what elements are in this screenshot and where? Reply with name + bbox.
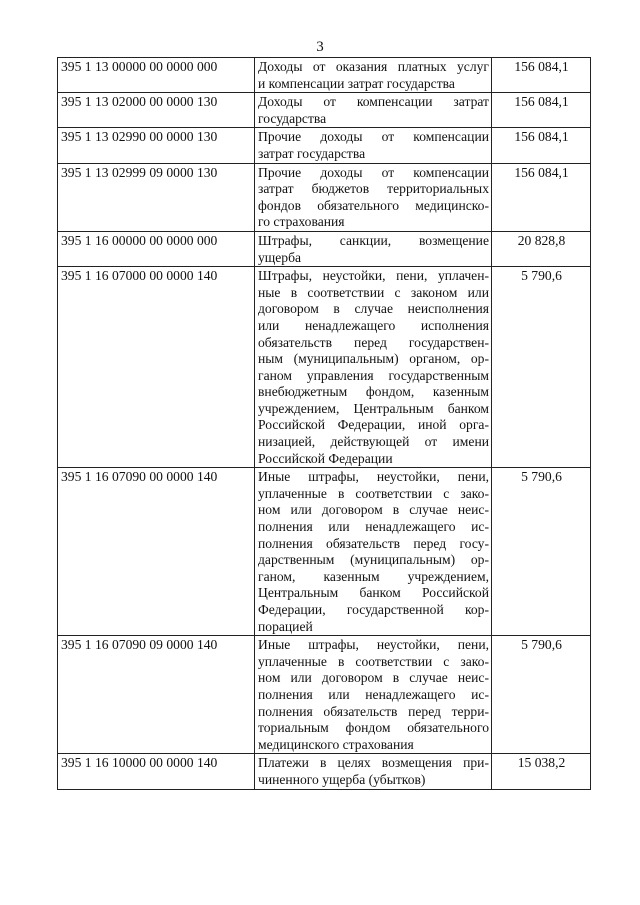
revenue-name-line: уплаченные в соответствии с зако- <box>258 653 489 669</box>
revenue-name-line: Прочие доходы от компенсации <box>258 129 489 145</box>
budget-code-cell: 395 1 16 07000 00 0000 140 <box>58 267 255 468</box>
revenue-name-line: медицинского страхования <box>258 736 414 752</box>
revenue-name-line: низацией, действующей от имени <box>258 434 489 450</box>
budget-code-cell: 395 1 16 00000 00 0000 000 <box>58 231 255 266</box>
revenue-name-line: полнения или ненадлежащего ис- <box>258 519 489 535</box>
table-row <box>58 267 591 468</box>
revenue-name-line: Прочие доходы от компенсации <box>258 164 489 180</box>
revenue-name-line: или ненадлежащего исполнения <box>258 317 489 333</box>
revenue-name-line: ущерба <box>258 249 302 265</box>
revenue-name-line: Доходы от компенсации затрат <box>258 94 489 110</box>
revenue-name-cell <box>255 231 492 266</box>
revenue-name-line: ные в соответствии с законом или <box>258 284 489 300</box>
amount-cell: 5 790,6 <box>492 267 591 468</box>
budget-code-cell: 395 1 16 07090 09 0000 140 <box>58 636 255 754</box>
revenue-name-line: внебюджетным фондом, казенным <box>258 384 489 400</box>
revenue-name-line: полнения обязательств перед госу- <box>258 535 489 551</box>
revenue-name-line: фондов обязательного медицинско- <box>258 197 489 213</box>
revenue-name-cell <box>255 163 492 231</box>
revenue-name-line: Платежи в целях возмещения при- <box>258 755 489 771</box>
table-row <box>58 754 591 789</box>
budget-code-cell: 395 1 16 10000 00 0000 140 <box>58 754 255 789</box>
revenue-name-line: и компенсации затрат государства <box>258 75 455 91</box>
amount-cell: 156 084,1 <box>492 93 591 128</box>
budget-code-cell: 395 1 13 02990 00 0000 130 <box>58 128 255 163</box>
table-row <box>58 468 591 636</box>
revenue-name-cell <box>255 58 492 93</box>
amount-cell: 15 038,2 <box>492 754 591 789</box>
revenue-name-line: Российской Федерации, иной орга- <box>258 417 489 433</box>
amount-cell: 156 084,1 <box>492 128 591 163</box>
revenue-name-line: Центральным банком Российской <box>258 585 489 601</box>
page-number: 3 <box>316 39 324 55</box>
revenue-name-line: Иные штрафы, неустойки, пени, <box>258 469 489 485</box>
revenue-name-line: затрат государства <box>258 145 366 161</box>
amount-cell: 156 084,1 <box>492 58 591 93</box>
revenue-name-line: дарственным (муниципальным) ор- <box>258 552 489 568</box>
revenue-name-line: ным (муниципальным) органом, ор- <box>258 351 489 367</box>
table-row <box>58 93 591 128</box>
revenue-table-body <box>58 58 591 790</box>
revenue-name-line: ториальным фондом обязательного <box>258 720 489 736</box>
revenue-name-line: ганом, казенным учреждением, <box>258 568 489 584</box>
budget-code-cell: 395 1 16 07090 00 0000 140 <box>58 468 255 636</box>
revenue-name-line: ном или договором в случае неис- <box>258 670 489 686</box>
table-row <box>58 636 591 754</box>
amount-cell: 5 790,6 <box>492 468 591 636</box>
revenue-name-cell <box>255 128 492 163</box>
revenue-name-line: Федерации, государственной кор- <box>258 602 489 617</box>
revenue-name-line: порацией <box>258 618 313 634</box>
amount-cell: 156 084,1 <box>492 163 591 231</box>
revenue-name-line: полнения обязательств перед терри- <box>258 703 489 719</box>
table-row <box>58 128 591 163</box>
revenue-name-cell <box>255 754 492 789</box>
revenue-name-line: уплаченные в соответствии с зако- <box>258 485 489 501</box>
revenue-name-cell <box>255 93 492 128</box>
budget-code-cell: 395 1 13 02999 09 0000 130 <box>58 163 255 231</box>
revenue-name-cell <box>255 636 492 754</box>
revenue-name-line: ном или договором в случае неис- <box>258 502 489 518</box>
revenue-name-line: договором в случае неисполнения <box>258 301 489 317</box>
revenue-name-line: государства <box>258 110 327 126</box>
revenue-name-line: го страхования <box>258 214 345 230</box>
revenue-name-line: Иные штрафы, неустойки, пени, <box>258 637 489 653</box>
revenue-name-line: затрат бюджетов территориальных <box>258 181 489 197</box>
amount-cell: 5 790,6 <box>492 636 591 754</box>
revenue-name-line: полнения или ненадлежащего ис- <box>258 686 489 702</box>
table-row <box>58 58 591 93</box>
revenue-name-line: учреждением, Центральным банком <box>258 400 489 416</box>
revenue-name-line: обязательств перед государствен- <box>258 334 489 350</box>
table-row <box>58 163 591 231</box>
amount-cell: 20 828,8 <box>492 231 591 266</box>
revenue-name-line: Российской Федерации <box>258 450 393 466</box>
revenue-name-line: ганом управления государственным <box>258 367 489 383</box>
revenue-table <box>57 57 591 790</box>
revenue-name-line: Штрафы, санкции, возмещение <box>258 232 489 248</box>
budget-code-cell: 395 1 13 00000 00 0000 000 <box>58 58 255 93</box>
revenue-name-line: Доходы от оказания платных услуг <box>258 59 489 74</box>
revenue-name-line: Штрафы, неустойки, пени, уплачен- <box>258 268 489 284</box>
budget-code-cell: 395 1 13 02000 00 0000 130 <box>58 93 255 128</box>
table-row <box>58 231 591 266</box>
revenue-name-cell <box>255 267 492 468</box>
revenue-name-line: чиненного ущерба (убытков) <box>258 771 426 787</box>
revenue-name-cell <box>255 468 492 636</box>
